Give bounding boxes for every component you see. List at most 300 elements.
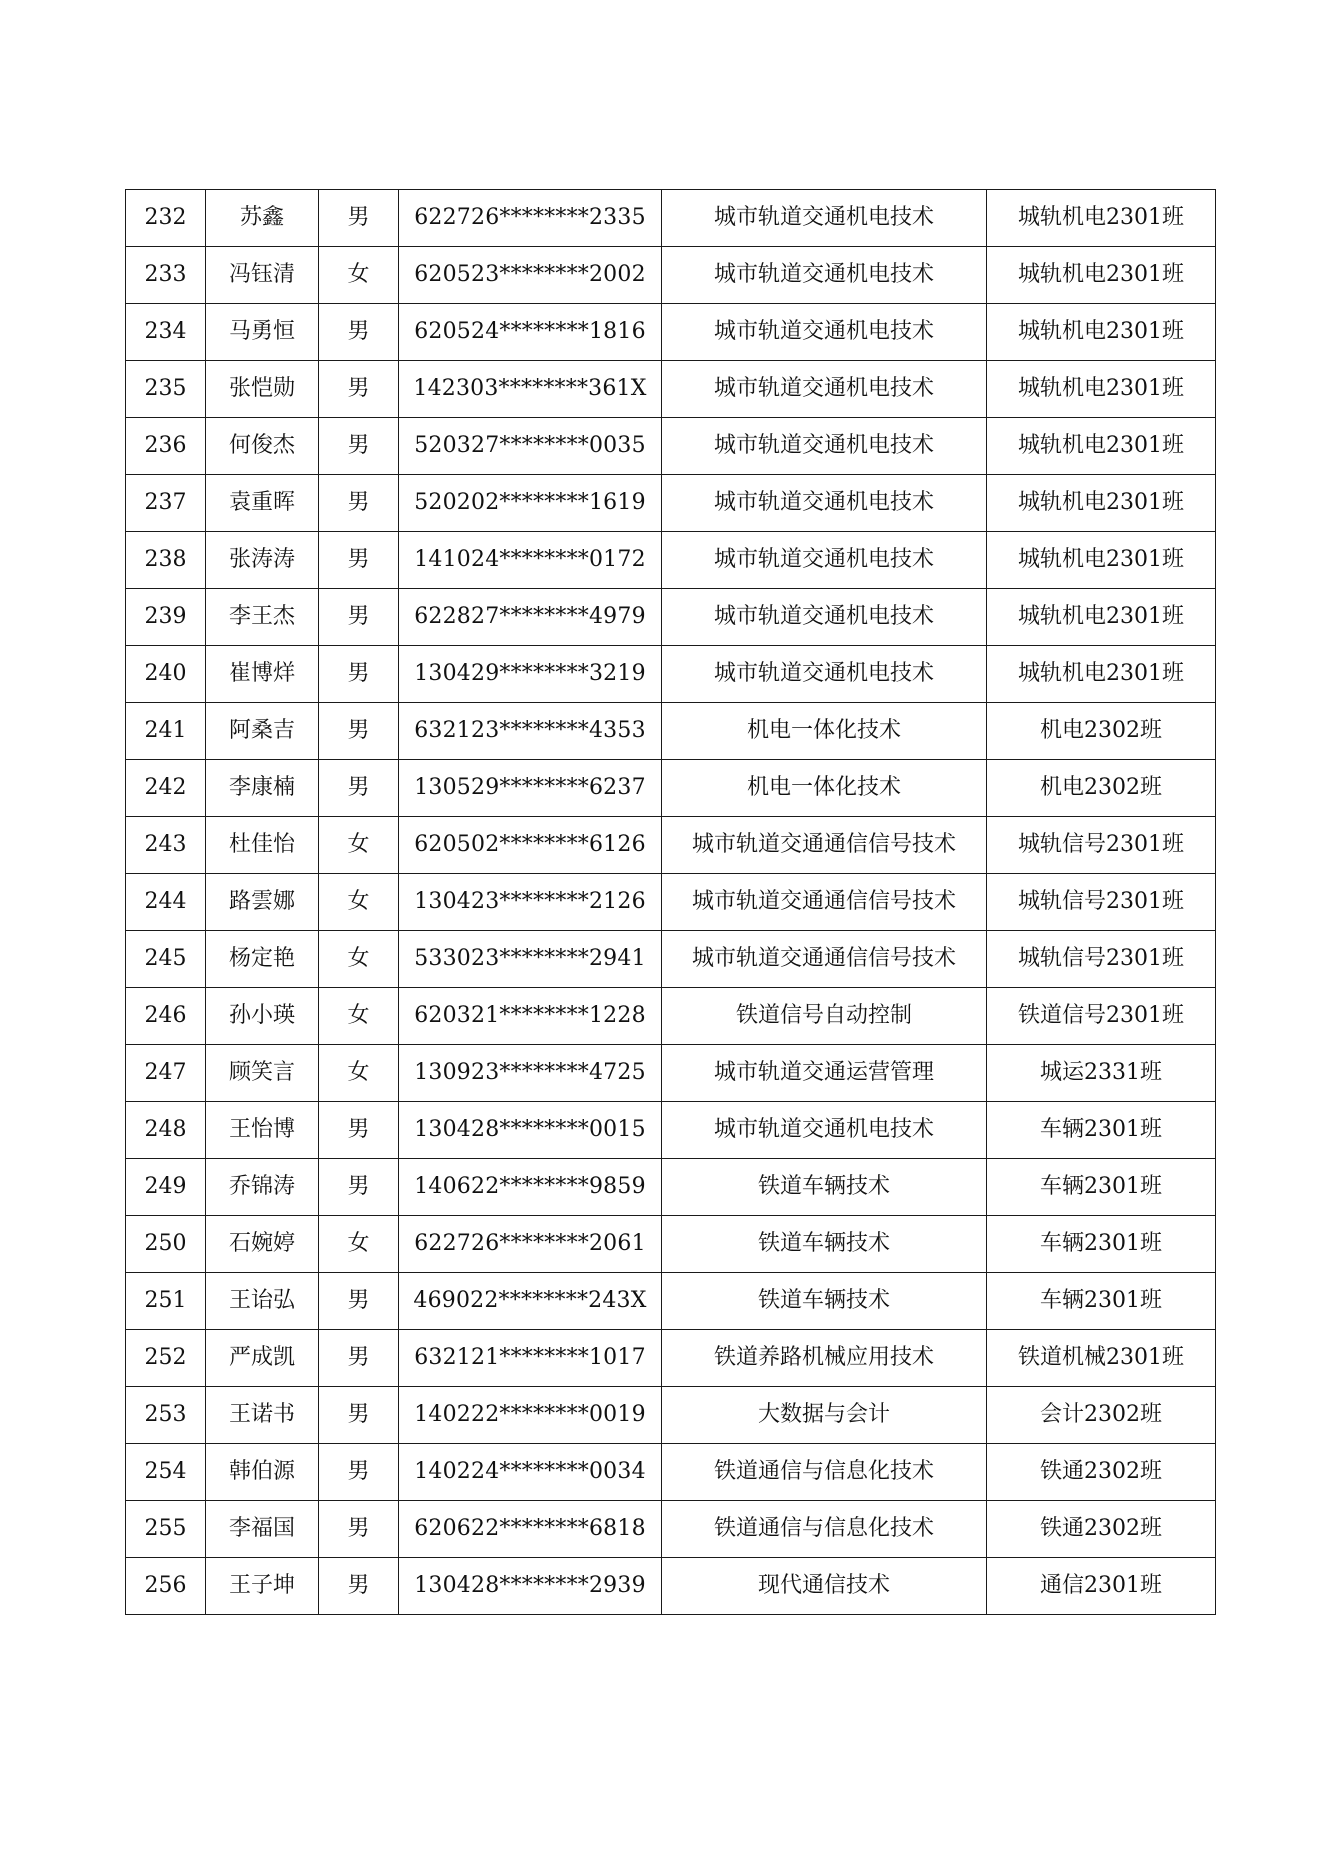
gender-text: 男 (347, 1516, 370, 1541)
class-cell (987, 931, 1216, 988)
student-name-cell (206, 1501, 319, 1558)
class-text: 会计2302班 (1040, 1402, 1162, 1427)
id-number-text: 620321********1228 (414, 1003, 646, 1028)
gender-text: 男 (347, 1288, 370, 1313)
major-text: 城市轨道交通机电技术 (713, 205, 934, 230)
table-row (126, 1444, 1216, 1501)
row-number-text: 251 (144, 1288, 187, 1313)
id-number-cell (399, 1558, 662, 1615)
table-row (126, 304, 1216, 361)
student-name-cell (206, 1273, 319, 1330)
gender-cell (319, 1045, 399, 1102)
row-number-text: 256 (144, 1573, 187, 1598)
row-number-text: 233 (144, 262, 187, 287)
major-cell (662, 361, 987, 418)
student-name-cell (206, 589, 319, 646)
id-number-text: 632123********4353 (414, 718, 646, 743)
row-number-text: 246 (144, 1003, 187, 1028)
gender-text: 男 (347, 604, 370, 629)
gender-cell (319, 190, 399, 247)
student-name-cell (206, 1330, 319, 1387)
major-text: 机电一体化技术 (746, 718, 901, 743)
row-number-text: 241 (144, 718, 187, 743)
id-number-cell (399, 1501, 662, 1558)
class-text: 城轨机电2301班 (1018, 433, 1184, 458)
student-name-cell (206, 1216, 319, 1273)
gender-cell (319, 1159, 399, 1216)
major-cell (662, 1216, 987, 1273)
major-text: 城市轨道交通通信信号技术 (691, 889, 956, 914)
row-number-cell (126, 475, 206, 532)
major-text: 城市轨道交通通信信号技术 (691, 946, 956, 971)
gender-cell (319, 1330, 399, 1387)
gender-text: 男 (347, 775, 370, 800)
row-number-text: 239 (144, 604, 187, 629)
id-number-text: 620523********2002 (414, 262, 646, 287)
class-text: 城轨机电2301班 (1018, 262, 1184, 287)
row-number-text: 237 (144, 490, 187, 515)
id-number-cell (399, 361, 662, 418)
major-cell (662, 1444, 987, 1501)
class-cell (987, 1216, 1216, 1273)
class-cell (987, 1102, 1216, 1159)
student-name-text: 石婉婷 (228, 1231, 295, 1256)
gender-text: 男 (347, 205, 370, 230)
row-number-text: 248 (144, 1117, 187, 1142)
student-name-cell (206, 874, 319, 931)
class-text: 铁通2302班 (1040, 1459, 1162, 1484)
student-name-text: 苏鑫 (239, 205, 284, 230)
row-number-cell (126, 1501, 206, 1558)
major-cell (662, 703, 987, 760)
major-text: 铁道车辆技术 (757, 1231, 890, 1256)
class-text: 城轨机电2301班 (1018, 205, 1184, 230)
major-text: 城市轨道交通机电技术 (713, 433, 934, 458)
gender-cell (319, 931, 399, 988)
id-number-cell (399, 1387, 662, 1444)
gender-text: 男 (347, 1117, 370, 1142)
table-row (126, 1330, 1216, 1387)
class-text: 城轨信号2301班 (1018, 889, 1184, 914)
class-cell (987, 760, 1216, 817)
row-number-cell (126, 817, 206, 874)
id-number-text: 620502********6126 (414, 832, 646, 857)
major-text: 大数据与会计 (757, 1402, 890, 1427)
major-cell (662, 532, 987, 589)
id-number-cell (399, 1159, 662, 1216)
gender-cell (319, 418, 399, 475)
row-number-cell (126, 760, 206, 817)
student-name-cell (206, 418, 319, 475)
gender-text: 女 (347, 1231, 370, 1256)
class-cell (987, 1330, 1216, 1387)
student-name-cell (206, 532, 319, 589)
major-text: 城市轨道交通机电技术 (713, 661, 934, 686)
row-number-text: 243 (144, 832, 187, 857)
id-number-cell (399, 1330, 662, 1387)
student-name-cell (206, 988, 319, 1045)
class-cell (987, 1444, 1216, 1501)
id-number-text: 140224********0034 (414, 1459, 646, 1484)
class-text: 机电2302班 (1040, 775, 1162, 800)
student-name-text: 王诒弘 (228, 1288, 295, 1313)
class-cell (987, 247, 1216, 304)
id-number-text: 622827********4979 (414, 604, 646, 629)
major-cell (662, 1387, 987, 1444)
student-name-cell (206, 1159, 319, 1216)
student-name-cell (206, 361, 319, 418)
table-row (126, 418, 1216, 475)
student-name-text: 严成凯 (228, 1345, 295, 1370)
id-number-text: 130429********3219 (414, 661, 646, 686)
major-cell (662, 931, 987, 988)
major-text: 机电一体化技术 (746, 775, 901, 800)
table-row (126, 361, 1216, 418)
student-name-cell (206, 1102, 319, 1159)
row-number-cell (126, 304, 206, 361)
class-text: 城轨机电2301班 (1018, 547, 1184, 572)
major-cell (662, 247, 987, 304)
id-number-cell (399, 190, 662, 247)
id-number-cell (399, 1273, 662, 1330)
gender-text: 女 (347, 262, 370, 287)
row-number-text: 254 (144, 1459, 187, 1484)
major-cell (662, 646, 987, 703)
table-row (126, 817, 1216, 874)
student-name-text: 张恺勋 (228, 376, 295, 401)
gender-text: 男 (347, 547, 370, 572)
gender-text: 男 (347, 1402, 370, 1427)
row-number-cell (126, 1387, 206, 1444)
gender-text: 男 (347, 718, 370, 743)
id-number-cell (399, 532, 662, 589)
id-number-cell (399, 1216, 662, 1273)
id-number-text: 520202********1619 (414, 490, 646, 515)
row-number-cell (126, 931, 206, 988)
row-number-text: 232 (144, 205, 187, 230)
gender-cell (319, 1444, 399, 1501)
id-number-text: 620524********1816 (414, 319, 646, 344)
student-name-text: 孙小瑛 (228, 1003, 295, 1028)
student-name-text: 袁重晖 (228, 490, 295, 515)
student-name-cell (206, 1444, 319, 1501)
id-number-cell (399, 475, 662, 532)
student-name-text: 王诺书 (228, 1402, 295, 1427)
id-number-cell (399, 589, 662, 646)
major-cell (662, 589, 987, 646)
major-cell (662, 874, 987, 931)
student-name-text: 王子坤 (228, 1573, 295, 1598)
table-row (126, 1501, 1216, 1558)
class-cell (987, 703, 1216, 760)
row-number-text: 250 (144, 1231, 187, 1256)
student-name-cell (206, 760, 319, 817)
gender-cell (319, 1273, 399, 1330)
major-cell (662, 1501, 987, 1558)
class-text: 车辆2301班 (1040, 1231, 1162, 1256)
student-name-text: 阿桑吉 (228, 718, 295, 743)
student-name-text: 李王杰 (228, 604, 295, 629)
table-row (126, 931, 1216, 988)
roster-body (126, 190, 1216, 1615)
student-name-text: 顾笑言 (228, 1060, 295, 1085)
major-cell (662, 760, 987, 817)
row-number-text: 252 (144, 1345, 187, 1370)
row-number-text: 249 (144, 1174, 187, 1199)
class-text: 城轨机电2301班 (1018, 604, 1184, 629)
class-text: 城轨机电2301班 (1018, 661, 1184, 686)
gender-cell (319, 703, 399, 760)
class-text: 城轨信号2301班 (1018, 946, 1184, 971)
table-row (126, 1387, 1216, 1444)
major-cell (662, 1273, 987, 1330)
id-number-text: 520327********0035 (414, 433, 646, 458)
class-cell (987, 361, 1216, 418)
student-name-text: 乔锦涛 (228, 1174, 295, 1199)
student-name-cell (206, 247, 319, 304)
class-text: 车辆2301班 (1040, 1117, 1162, 1142)
major-cell (662, 817, 987, 874)
student-name-text: 崔博烊 (228, 661, 295, 686)
id-number-text: 142303********361X (413, 376, 647, 401)
row-number-cell (126, 1330, 206, 1387)
gender-cell (319, 646, 399, 703)
gender-text: 男 (347, 1459, 370, 1484)
gender-cell (319, 247, 399, 304)
class-cell (987, 475, 1216, 532)
class-cell (987, 1558, 1216, 1615)
major-text: 城市轨道交通机电技术 (713, 262, 934, 287)
row-number-text: 242 (144, 775, 187, 800)
major-cell (662, 1330, 987, 1387)
id-number-cell (399, 931, 662, 988)
id-number-cell (399, 646, 662, 703)
row-number-cell (126, 532, 206, 589)
student-name-cell (206, 817, 319, 874)
student-name-text: 王怡博 (228, 1117, 295, 1142)
class-cell (987, 1045, 1216, 1102)
gender-text: 男 (347, 1174, 370, 1199)
student-name-cell (206, 703, 319, 760)
id-number-cell (399, 817, 662, 874)
row-number-text: 244 (144, 889, 187, 914)
gender-cell (319, 1216, 399, 1273)
student-name-text: 马勇恒 (228, 319, 295, 344)
class-text: 铁道信号2301班 (1018, 1003, 1184, 1028)
class-cell (987, 1501, 1216, 1558)
student-name-cell (206, 190, 319, 247)
student-name-text: 韩伯源 (228, 1459, 295, 1484)
id-number-text: 141024********0172 (414, 547, 646, 572)
id-number-text: 469022********243X (413, 1288, 647, 1313)
table-row (126, 247, 1216, 304)
gender-cell (319, 760, 399, 817)
student-name-cell (206, 1558, 319, 1615)
id-number-cell (399, 418, 662, 475)
gender-cell (319, 532, 399, 589)
id-number-text: 130423********2126 (414, 889, 646, 914)
id-number-text: 130428********2939 (414, 1573, 646, 1598)
student-name-text: 李康楠 (228, 775, 295, 800)
id-number-text: 130923********4725 (414, 1060, 646, 1085)
gender-cell (319, 988, 399, 1045)
class-text: 城轨信号2301班 (1018, 832, 1184, 857)
student-name-text: 何俊杰 (228, 433, 295, 458)
student-roster-table (125, 189, 1216, 1615)
class-cell (987, 874, 1216, 931)
class-cell (987, 589, 1216, 646)
id-number-cell (399, 760, 662, 817)
class-cell (987, 1273, 1216, 1330)
class-cell (987, 1159, 1216, 1216)
class-cell (987, 988, 1216, 1045)
gender-cell (319, 874, 399, 931)
table-row (126, 874, 1216, 931)
class-cell (987, 190, 1216, 247)
gender-text: 男 (347, 319, 370, 344)
major-text: 城市轨道交通机电技术 (713, 604, 934, 629)
gender-cell (319, 1387, 399, 1444)
table-row (126, 760, 1216, 817)
row-number-cell (126, 703, 206, 760)
gender-cell (319, 475, 399, 532)
major-text: 铁道通信与信息化技术 (713, 1516, 934, 1541)
class-text: 铁道机械2301班 (1018, 1345, 1184, 1370)
major-text: 城市轨道交通机电技术 (713, 490, 934, 515)
major-text: 城市轨道交通运营管理 (713, 1060, 934, 1085)
row-number-cell (126, 646, 206, 703)
major-cell (662, 418, 987, 475)
student-name-cell (206, 931, 319, 988)
major-text: 现代通信技术 (757, 1573, 890, 1598)
table-row (126, 1102, 1216, 1159)
major-text: 铁道信号自动控制 (735, 1003, 912, 1028)
table-row (126, 475, 1216, 532)
gender-text: 女 (347, 832, 370, 857)
student-name-cell (206, 646, 319, 703)
major-text: 铁道车辆技术 (757, 1288, 890, 1313)
id-number-text: 140622********9859 (414, 1174, 646, 1199)
class-cell (987, 1387, 1216, 1444)
id-number-text: 620622********6818 (414, 1516, 646, 1541)
gender-text: 男 (347, 490, 370, 515)
class-cell (987, 817, 1216, 874)
id-number-text: 130529********6237 (414, 775, 646, 800)
student-name-cell (206, 1387, 319, 1444)
id-number-cell (399, 1102, 662, 1159)
gender-text: 女 (347, 946, 370, 971)
gender-text: 男 (347, 1345, 370, 1370)
row-number-cell (126, 247, 206, 304)
row-number-cell (126, 418, 206, 475)
table-row (126, 1159, 1216, 1216)
major-cell (662, 1159, 987, 1216)
student-name-text: 杨定艳 (228, 946, 295, 971)
row-number-text: 255 (144, 1516, 187, 1541)
student-name-cell (206, 1045, 319, 1102)
major-text: 城市轨道交通机电技术 (713, 547, 934, 572)
row-number-text: 245 (144, 946, 187, 971)
major-cell (662, 988, 987, 1045)
major-cell (662, 1102, 987, 1159)
student-name-cell (206, 475, 319, 532)
class-text: 通信2301班 (1040, 1573, 1162, 1598)
id-number-text: 533023********2941 (414, 946, 646, 971)
major-text: 铁道养路机械应用技术 (713, 1345, 934, 1370)
row-number-cell (126, 1045, 206, 1102)
student-name-text: 张涛涛 (228, 547, 295, 572)
major-text: 城市轨道交通通信信号技术 (691, 832, 956, 857)
table-row (126, 646, 1216, 703)
gender-text: 男 (347, 433, 370, 458)
table-row (126, 703, 1216, 760)
gender-cell (319, 1501, 399, 1558)
row-number-cell (126, 589, 206, 646)
row-number-cell (126, 1558, 206, 1615)
gender-cell (319, 361, 399, 418)
table-row (126, 589, 1216, 646)
row-number-cell (126, 1102, 206, 1159)
gender-text: 女 (347, 889, 370, 914)
row-number-cell (126, 988, 206, 1045)
major-text: 城市轨道交通机电技术 (713, 319, 934, 344)
row-number-cell (126, 1444, 206, 1501)
row-number-cell (126, 190, 206, 247)
id-number-cell (399, 703, 662, 760)
gender-text: 男 (347, 376, 370, 401)
class-text: 机电2302班 (1040, 718, 1162, 743)
id-number-cell (399, 1045, 662, 1102)
major-text: 铁道车辆技术 (757, 1174, 890, 1199)
row-number-text: 247 (144, 1060, 187, 1085)
id-number-text: 130428********0015 (414, 1117, 646, 1142)
table-row (126, 1558, 1216, 1615)
id-number-cell (399, 304, 662, 361)
id-number-text: 622726********2335 (414, 205, 646, 230)
row-number-cell (126, 361, 206, 418)
table-row (126, 190, 1216, 247)
student-name-text: 冯钰清 (228, 262, 295, 287)
gender-cell (319, 817, 399, 874)
row-number-cell (126, 874, 206, 931)
table-row (126, 1045, 1216, 1102)
student-name-text: 路雲娜 (228, 889, 295, 914)
id-number-cell (399, 988, 662, 1045)
row-number-text: 238 (144, 547, 187, 572)
row-number-cell (126, 1159, 206, 1216)
class-text: 城轨机电2301班 (1018, 490, 1184, 515)
major-cell (662, 1558, 987, 1615)
table-row (126, 988, 1216, 1045)
gender-text: 女 (347, 1003, 370, 1028)
class-text: 城轨机电2301班 (1018, 376, 1184, 401)
table-row (126, 1216, 1216, 1273)
row-number-cell (126, 1273, 206, 1330)
gender-cell (319, 589, 399, 646)
student-name-text: 杜佳怡 (228, 832, 295, 857)
id-number-cell (399, 1444, 662, 1501)
student-name-cell (206, 304, 319, 361)
class-text: 城轨机电2301班 (1018, 319, 1184, 344)
gender-text: 男 (347, 1573, 370, 1598)
major-text: 城市轨道交通机电技术 (713, 376, 934, 401)
major-cell (662, 190, 987, 247)
row-number-text: 240 (144, 661, 187, 686)
class-text: 铁通2302班 (1040, 1516, 1162, 1541)
class-cell (987, 304, 1216, 361)
table-row (126, 1273, 1216, 1330)
class-text: 车辆2301班 (1040, 1174, 1162, 1199)
